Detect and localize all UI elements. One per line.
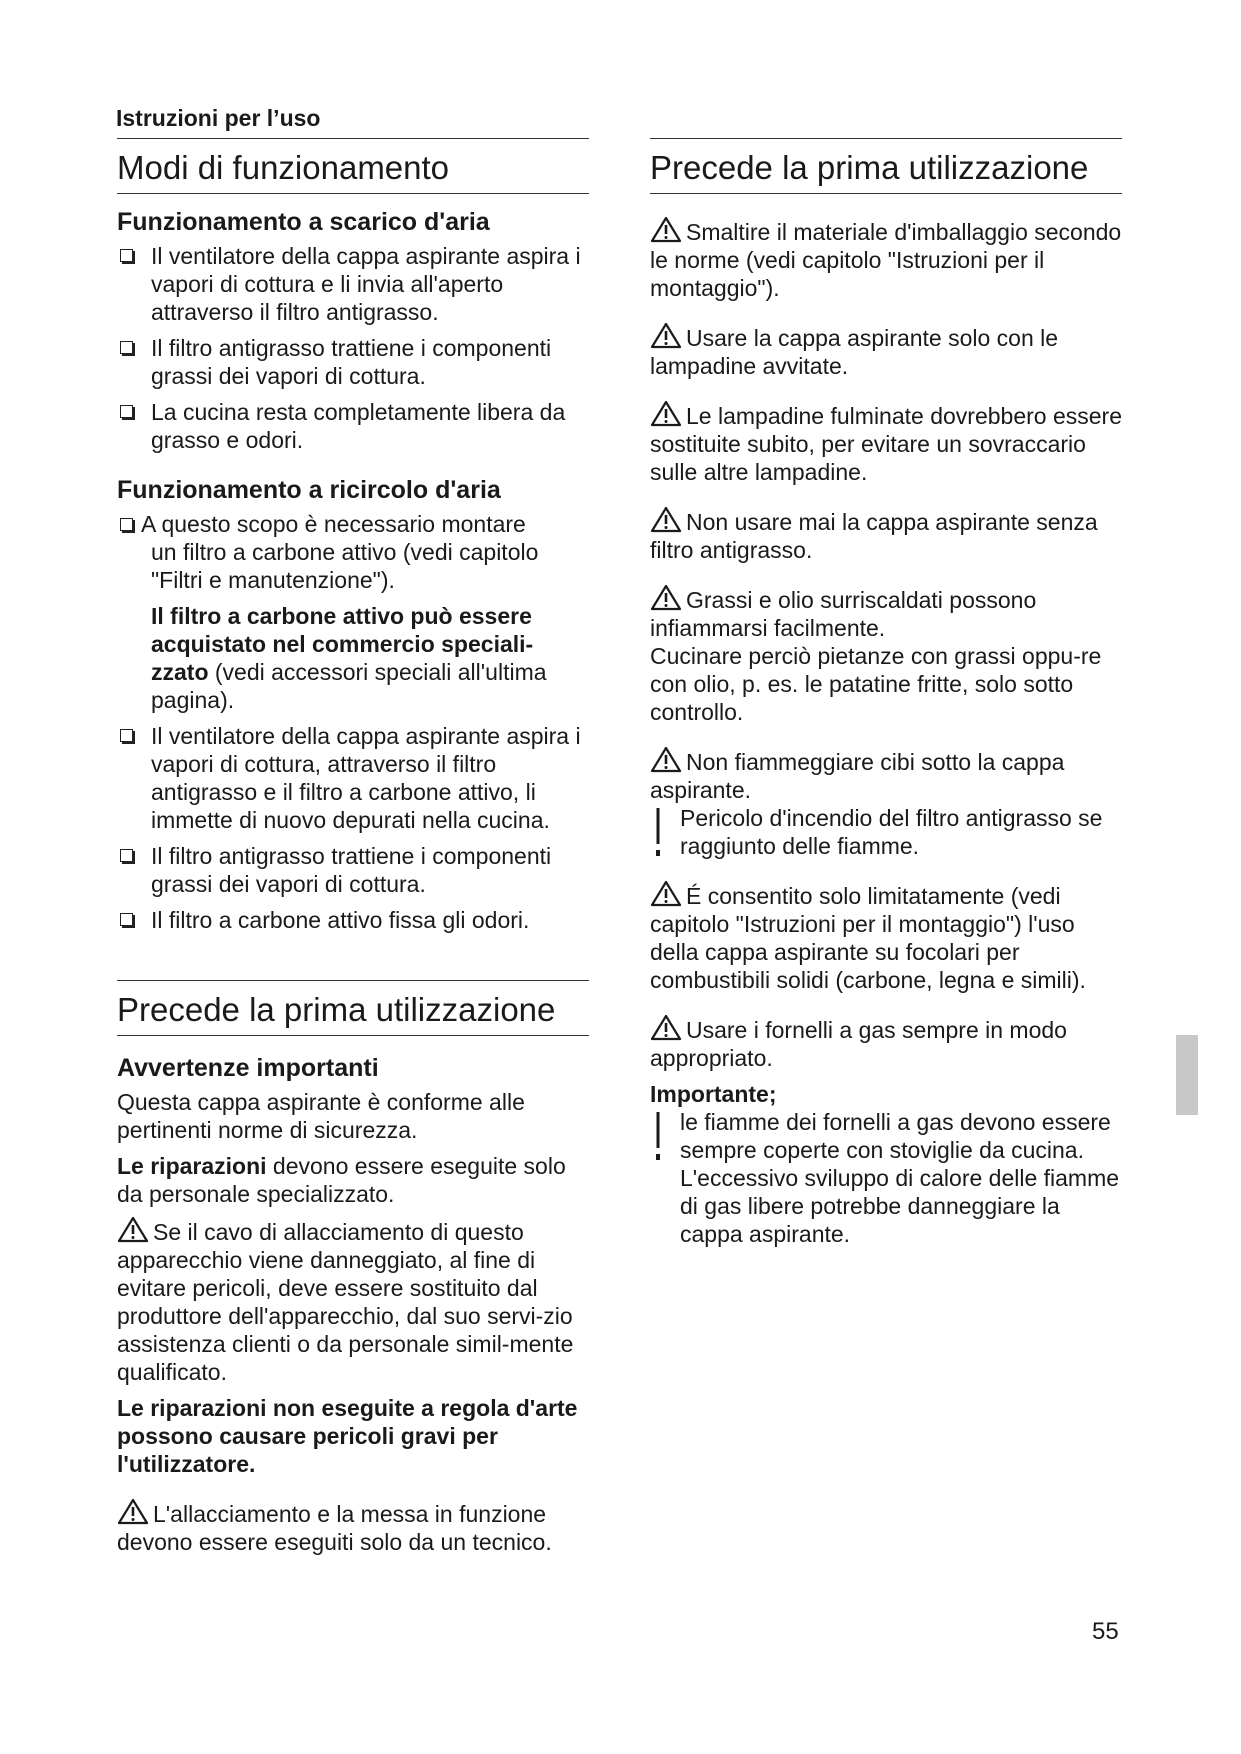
- subheading-scarico: Funzionamento a scarico d'aria: [117, 208, 490, 236]
- warning-focolari: É consentito solo limitatamente (vedi capitolo "Istruzioni per il montaggio") l'uso della cappa aspirante su focolari per combustibili solidi (carbone, legna e simili).: [650, 880, 1122, 994]
- section-rule: [650, 193, 1122, 194]
- warning-triangle-icon: [650, 880, 682, 907]
- important-label: Importante;: [650, 1081, 777, 1107]
- section-rule: [117, 193, 589, 194]
- list-item: Il filtro a carbone attivo fissa gli odori.: [117, 906, 589, 934]
- subheading-ricircolo: Funzionamento a ricircolo d'aria: [117, 476, 501, 504]
- warning-triangle-icon: [117, 1216, 149, 1243]
- carbon-filter-note: Il filtro a carbone attivo può essere acquistato nel commercio speciali-zzato (vedi accessori speciali all'ultima pagina).: [151, 603, 547, 713]
- warning-triangle-icon: [650, 746, 682, 773]
- caution-fiamme-gas: le fiamme dei fornelli a gas devono essere sempre coperte con stoviglie da cucina. L'eccessivo sviluppo di calore delle fiamme di gas libere potrebbe danneggiare la cappa aspirante.: [650, 1108, 1122, 1248]
- document-header: Istruzioni per l’uso: [116, 105, 321, 131]
- chapter-tab-marker: [1176, 1035, 1198, 1115]
- list-item: Il filtro antigrasso trattiene i componenti grassi dei vapori di cottura.: [117, 334, 589, 390]
- paragraph-riparazioni: Le riparazioni devono essere eseguite solo da personale specializzato.: [117, 1153, 566, 1207]
- checkbox-bullet-icon: [120, 913, 133, 926]
- exclamation-icon: [654, 808, 662, 858]
- warning-filtro: Non usare mai la cappa aspirante senza filtro antigrasso.: [650, 506, 1122, 564]
- checkbox-bullet-icon: [120, 249, 133, 262]
- checkbox-bullet-icon: [120, 849, 133, 862]
- warning-triangle-icon: [650, 216, 682, 243]
- warning-triangle-icon: [650, 506, 682, 533]
- warning-grassi: Grassi e olio surriscaldati possono infiammarsi facilmente.: [650, 584, 1122, 642]
- warning-triangle-icon: [650, 322, 682, 349]
- page-number: 55: [1092, 1618, 1119, 1645]
- paragraph-allacciamento: L'allacciamento e la messa in funzione devono essere eseguiti solo da un tecnico.: [117, 1498, 589, 1556]
- left-column: [117, 138, 589, 1556]
- warning-lampadine-fulminate: Le lampadine fulminate dovrebbero essere sostituite subito, per evitare un sovraccario sulle altre lampadine.: [650, 400, 1122, 486]
- list-item-continuation: un filtro a carbone attivo (vedi capitolo "Filtri e manutenzione").: [151, 539, 539, 593]
- list-scarico: [117, 242, 589, 454]
- warning-fornelli-gas: Usare i fornelli a gas sempre in modo appropriato.: [650, 1014, 1122, 1072]
- section-title-precede-left: Precede la prima utilizzazione: [117, 991, 556, 1028]
- list-item: A questo scopo è necessario montare: [117, 510, 589, 538]
- warning-lampadine-avvitate: Usare la cappa aspirante solo con le lampadine avvitate.: [650, 322, 1122, 380]
- paragraph-pericoli: Le riparazioni non eseguite a regola d'arte possono causare pericoli gravi per l'utilizzatore.: [117, 1395, 578, 1477]
- warning-fiammeggiare: Non fiammeggiare cibi sotto la cappa aspirante.: [650, 746, 1122, 804]
- section-title-modi: Modi di funzionamento: [117, 149, 450, 186]
- caution-incendio: Pericolo d'incendio del filtro antigrasso se raggiunto delle fiamme.: [650, 804, 1122, 860]
- paragraph-cucinare: Cucinare perciò pietanze con grassi oppu-re con olio, p. es. le patatine fritte, solo sotto controllo.: [650, 643, 1102, 725]
- checkbox-bullet-icon: [120, 405, 133, 418]
- list-item: Il ventilatore della cappa aspirante aspira i vapori di cottura e li invia all'aperto attraverso il filtro antigrasso.: [117, 242, 589, 326]
- exclamation-icon: [654, 1112, 662, 1162]
- warning-smaltire: Smaltire il materiale d'imballaggio secondo le norme (vedi capitolo "Istruzioni per il montaggio").: [650, 216, 1122, 302]
- paragraph-cavo: Se il cavo di allacciamento di questo apparecchio viene danneggiato, al fine di evitare pericoli, deve essere sostituito dal produttore dell'apparecchio, dal suo servi-zio assistenza clienti o da personale simil-mente qualificato.: [117, 1216, 589, 1386]
- section-title-precede-right: Precede la prima utilizzazione: [650, 149, 1089, 186]
- list-item: La cucina resta completamente libera da grasso e odori.: [117, 398, 589, 454]
- list-ricircolo: [117, 722, 589, 934]
- warning-triangle-icon: [117, 1498, 149, 1525]
- warning-triangle-icon: [650, 584, 682, 611]
- paragraph-conforme: Questa cappa aspirante è conforme alle pertinenti norme di sicurezza.: [117, 1089, 525, 1143]
- section-rule: [117, 1035, 589, 1036]
- right-column: [650, 138, 1122, 1248]
- warning-triangle-icon: [650, 400, 682, 427]
- list-item: Il ventilatore della cappa aspirante aspira i vapori di cottura, attraverso il filtro antigrasso e il filtro a carbone attivo, li immette di nuovo depurati nella cucina.: [117, 722, 589, 834]
- warning-triangle-icon: [650, 1014, 682, 1041]
- checkbox-bullet-icon: [120, 518, 133, 531]
- list-item: Il filtro antigrasso trattiene i componenti grassi dei vapori di cottura.: [117, 842, 589, 898]
- subheading-avvertenze: Avvertenze importanti: [117, 1054, 379, 1082]
- checkbox-bullet-icon: [120, 729, 133, 742]
- checkbox-bullet-icon: [120, 341, 133, 354]
